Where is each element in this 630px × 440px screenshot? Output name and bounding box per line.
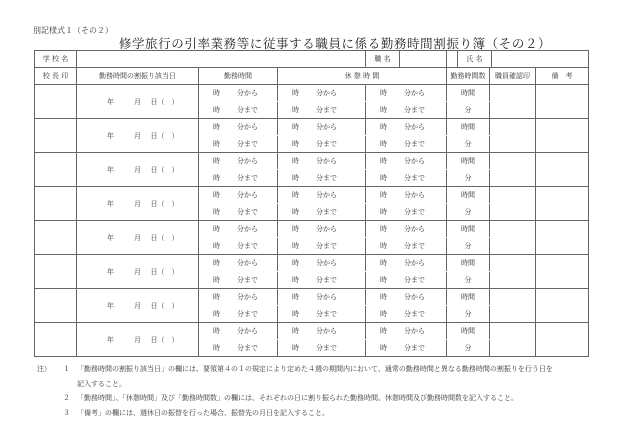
break1-start-field[interactable] <box>278 323 366 340</box>
hour-label: 時 <box>380 242 388 250</box>
minute-label: 分から <box>404 225 426 233</box>
minute-label: 分まで <box>404 344 426 352</box>
col-break-time: 休 憩 時 間 <box>278 68 447 85</box>
break1-start-field[interactable] <box>278 289 366 306</box>
schedule-row <box>35 323 589 340</box>
hour-label: 時 <box>380 344 388 352</box>
principal-seal-cell[interactable] <box>35 187 77 221</box>
date-cell[interactable] <box>77 187 199 221</box>
hour-label: 時 <box>213 89 220 97</box>
remarks-cell[interactable] <box>536 187 589 221</box>
minute-label: 分まで <box>237 174 258 182</box>
minute-label: 分まで <box>404 174 426 182</box>
notes-section <box>37 362 597 420</box>
minute-label: 分まで <box>237 344 258 352</box>
work-end-field[interactable] <box>199 102 278 119</box>
school-name-label: 学 校 名 <box>35 51 77 68</box>
hour-label: 時 <box>213 276 220 284</box>
work-start-field[interactable] <box>199 255 278 272</box>
hour-label: 時 <box>213 123 220 131</box>
principal-seal-cell[interactable] <box>35 255 77 289</box>
position-field[interactable] <box>400 51 446 67</box>
minute-label: 分から <box>316 293 337 301</box>
hour-label: 時 <box>213 310 220 318</box>
break1-start-field[interactable] <box>278 187 366 204</box>
work-end-field[interactable] <box>199 306 278 323</box>
minute-label: 分から <box>237 123 258 131</box>
minute-label: 分まで <box>404 106 426 114</box>
minute-label: 分まで <box>404 140 426 148</box>
hour-label: 時 <box>292 191 299 199</box>
hour-label: 時 <box>292 123 299 131</box>
minute-label: 分から <box>237 293 258 301</box>
work-end-field[interactable] <box>199 204 278 221</box>
hour-label: 時 <box>380 293 388 301</box>
hour-label: 時 <box>292 157 299 165</box>
day-label: 日（ ） <box>150 97 179 106</box>
work-hours-count-field[interactable]: 時間 <box>447 255 490 272</box>
hour-label: 時 <box>292 344 299 352</box>
minute-label: 分から <box>404 157 426 165</box>
break1-end-field[interactable] <box>278 238 366 255</box>
hour-label: 時 <box>213 191 220 199</box>
work-hours-count-field[interactable]: 時間 <box>447 187 490 204</box>
hour-label: 時 <box>213 242 220 250</box>
break1-start-field[interactable] <box>278 255 366 272</box>
header-row-identity <box>35 51 589 68</box>
hour-label: 時 <box>380 310 388 318</box>
col-remarks: 備 考 <box>536 68 589 85</box>
staff-confirm-seal-cell[interactable] <box>490 85 536 119</box>
schedule-row <box>35 221 589 238</box>
minute-label: 分まで <box>316 140 337 148</box>
minute-label: 分から <box>316 157 337 165</box>
work-minutes-count-field[interactable]: 分 <box>447 306 490 323</box>
day-label: 日（ ） <box>150 301 179 310</box>
remarks-cell[interactable] <box>536 119 589 153</box>
hour-label: 時 <box>213 208 220 216</box>
year-label: 年 <box>107 335 114 344</box>
note-1: 注） １ 「勤務時間の割振り該当日」の欄には、要領第４の１の規定により定めた４週の期間内において、通常の勤務時間と異なる勤務時間の割振りを行う日を <box>37 362 597 377</box>
date-cell[interactable] <box>77 153 199 187</box>
break2-end-field[interactable] <box>366 170 447 187</box>
year-label: 年 <box>107 199 114 208</box>
hour-label: 時 <box>292 242 299 250</box>
month-label: 月 <box>134 131 141 140</box>
hour-label: 時 <box>292 293 299 301</box>
hour-label: 時 <box>380 225 388 233</box>
break1-end-field[interactable] <box>278 204 366 221</box>
hour-label: 時 <box>380 140 388 148</box>
minute-label: 分まで <box>237 276 258 284</box>
hour-label: 時 <box>292 89 299 97</box>
minute-label: 分から <box>316 123 337 131</box>
remarks-cell[interactable] <box>536 153 589 187</box>
minute-label: 分から <box>316 327 337 335</box>
remarks-cell[interactable] <box>536 323 589 357</box>
hour-label: 時 <box>213 106 220 114</box>
staff-confirm-seal-cell[interactable] <box>490 153 536 187</box>
break2-end-field[interactable] <box>366 340 447 357</box>
break1-start-field[interactable] <box>278 153 366 170</box>
break2-end-field[interactable] <box>366 306 447 323</box>
break1-end-field[interactable] <box>278 272 366 289</box>
work-end-field[interactable] <box>199 136 278 153</box>
minute-label: 分まで <box>316 242 337 250</box>
minute-label: 分から <box>404 293 426 301</box>
schedule-row <box>35 255 589 272</box>
month-label: 月 <box>134 335 141 344</box>
minute-label: 分まで <box>404 242 426 250</box>
minute-label: 分まで <box>316 208 337 216</box>
schedule-row <box>35 119 589 136</box>
minute-label: 分から <box>237 225 258 233</box>
staff-confirm-seal-cell[interactable] <box>490 323 536 357</box>
work-hours-count-field[interactable]: 時間 <box>447 289 490 306</box>
hour-label: 時 <box>380 123 388 131</box>
principal-seal-cell[interactable] <box>35 85 77 119</box>
work-minutes-count-field[interactable]: 分 <box>447 102 490 119</box>
document-title: 修学旅行の引率業務等に従事する職員に係る勤務時間割振り簿（その２） <box>118 36 552 51</box>
break2-start-field[interactable] <box>366 153 447 170</box>
month-label: 月 <box>134 97 141 106</box>
principal-seal-cell[interactable] <box>35 323 77 357</box>
note-2: ２ 「勤務時間」、「休憩時間」及び「勤務時間数」の欄には、それぞれの日に割り振られた勤務時間、休憩時間及び勤務時間数を記入すること。 <box>63 394 518 402</box>
hour-label: 時 <box>380 191 388 199</box>
break2-end-field[interactable] <box>366 238 447 255</box>
remarks-cell[interactable] <box>536 255 589 289</box>
principal-seal-cell[interactable] <box>35 119 77 153</box>
day-label: 日（ ） <box>150 199 179 208</box>
hour-label: 時 <box>292 259 299 267</box>
year-label: 年 <box>107 97 114 106</box>
hour-label: 時 <box>292 106 299 114</box>
work-start-field[interactable] <box>199 85 278 102</box>
break2-end-field[interactable] <box>366 102 447 119</box>
work-minutes-count-field[interactable]: 分 <box>447 170 490 187</box>
col-assigned-date: 勤務時間の割振り該当日 <box>77 68 199 85</box>
staff-confirm-seal-cell[interactable] <box>490 187 536 221</box>
day-label: 日（ ） <box>150 233 179 242</box>
minute-label: 分から <box>404 123 426 131</box>
work-minutes-count-field[interactable]: 分 <box>447 272 490 289</box>
minute-label: 分まで <box>237 242 258 250</box>
hour-label: 時 <box>213 140 220 148</box>
hour-label: 時 <box>292 327 299 335</box>
break2-start-field[interactable] <box>366 221 447 238</box>
work-start-field[interactable] <box>199 289 278 306</box>
minute-label: 分から <box>237 191 258 199</box>
minute-label: 分まで <box>404 208 426 216</box>
date-cell[interactable] <box>77 323 199 357</box>
day-label: 日（ ） <box>150 165 179 174</box>
date-cell[interactable] <box>77 255 199 289</box>
header-row-columns <box>35 68 589 85</box>
work-hours-count-field[interactable]: 時間 <box>447 85 490 102</box>
hour-label: 時 <box>380 327 388 335</box>
work-hours-count-field[interactable]: 時間 <box>447 119 490 136</box>
work-minutes-count-field[interactable]: 分 <box>447 204 490 221</box>
minute-label: 分から <box>316 191 337 199</box>
minute-label: 分まで <box>237 106 258 114</box>
note-3: ３ 「備考」の欄には、週休日の振替を行った場合、振替先の月日を記入すること。 <box>63 408 329 417</box>
break2-end-field[interactable] <box>366 272 447 289</box>
schedule-row <box>35 289 589 306</box>
hour-label: 時 <box>213 225 220 233</box>
year-label: 年 <box>107 233 114 242</box>
year-label: 年 <box>107 165 114 174</box>
month-label: 月 <box>134 267 141 276</box>
minute-label: 分まで <box>316 344 337 352</box>
work-end-field[interactable] <box>199 340 278 357</box>
hour-label: 時 <box>213 327 220 335</box>
work-minutes-count-field[interactable]: 分 <box>447 340 490 357</box>
break1-end-field[interactable] <box>278 306 366 323</box>
break2-end-field[interactable] <box>366 204 447 221</box>
minute-label: 分まで <box>237 310 258 318</box>
staff-confirm-seal-cell[interactable] <box>490 255 536 289</box>
col-staff-confirm-seal: 職員確認印 <box>490 68 536 85</box>
note-prefix: 注） <box>37 365 51 373</box>
schedule-row <box>35 153 589 170</box>
year-label: 年 <box>107 131 114 140</box>
hour-label: 時 <box>292 140 299 148</box>
hour-label: 時 <box>380 174 388 182</box>
work-hours-count-field[interactable]: 時間 <box>447 153 490 170</box>
minute-label: 分まで <box>316 106 337 114</box>
minute-label: 分まで <box>404 276 426 284</box>
work-start-field[interactable] <box>199 119 278 136</box>
hour-label: 時 <box>380 276 388 284</box>
break1-end-field[interactable] <box>278 102 366 119</box>
remarks-cell[interactable] <box>536 221 589 255</box>
minute-label: 分から <box>404 191 426 199</box>
minute-label: 分から <box>237 259 258 267</box>
principal-seal-cell[interactable] <box>35 153 77 187</box>
month-label: 月 <box>134 165 141 174</box>
date-cell[interactable] <box>77 119 199 153</box>
minute-label: 分まで <box>237 208 258 216</box>
break2-start-field[interactable] <box>366 289 447 306</box>
day-label: 日（ ） <box>150 335 179 344</box>
schedule-row <box>35 187 589 204</box>
col-work-hour-count: 勤務時間数 <box>447 68 490 85</box>
minute-label: 分から <box>237 327 258 335</box>
minute-label: 分から <box>316 225 337 233</box>
work-end-field[interactable] <box>199 238 278 255</box>
month-label: 月 <box>134 233 141 242</box>
hour-label: 時 <box>292 225 299 233</box>
col-work-hours: 勤務時間 <box>199 68 278 85</box>
minute-label: 分まで <box>237 140 258 148</box>
work-hours-count-field[interactable]: 時間 <box>447 323 490 340</box>
break2-start-field[interactable] <box>366 187 447 204</box>
staff-confirm-seal-cell[interactable] <box>490 221 536 255</box>
hour-label: 時 <box>380 106 388 114</box>
minute-label: 分から <box>316 259 337 267</box>
hour-label: 時 <box>380 89 388 97</box>
break2-start-field[interactable] <box>366 85 447 102</box>
break2-start-field[interactable] <box>366 119 447 136</box>
minute-label: 分から <box>404 327 426 335</box>
work-start-field[interactable] <box>199 221 278 238</box>
hour-label: 時 <box>292 276 299 284</box>
minute-label: 分から <box>404 259 426 267</box>
minute-label: 分から <box>237 157 258 165</box>
break1-end-field[interactable] <box>278 170 366 187</box>
hour-label: 時 <box>292 310 299 318</box>
month-label: 月 <box>134 199 141 208</box>
minute-label: 分から <box>316 89 337 97</box>
month-label: 月 <box>134 301 141 310</box>
work-start-field[interactable] <box>199 323 278 340</box>
work-minutes-count-field[interactable]: 分 <box>447 238 490 255</box>
hour-label: 時 <box>213 293 220 301</box>
form-identifier: 別記様式１（その２） <box>33 26 113 35</box>
principal-seal-cell[interactable] <box>35 221 77 255</box>
hour-label: 時 <box>292 208 299 216</box>
work-schedule-table <box>34 50 589 357</box>
hour-label: 時 <box>213 259 220 267</box>
break1-start-field[interactable] <box>278 221 366 238</box>
hour-label: 時 <box>213 157 220 165</box>
break2-start-field[interactable] <box>366 323 447 340</box>
remarks-cell[interactable] <box>536 289 589 323</box>
staff-confirm-seal-cell[interactable] <box>490 289 536 323</box>
staff-confirm-seal-cell[interactable] <box>490 119 536 153</box>
year-label: 年 <box>107 301 114 310</box>
principal-seal-cell[interactable] <box>35 289 77 323</box>
hour-label: 時 <box>380 208 388 216</box>
break2-end-field[interactable] <box>366 136 447 153</box>
hour-label: 時 <box>213 174 220 182</box>
hour-label: 時 <box>380 157 388 165</box>
date-cell[interactable] <box>77 85 199 119</box>
minute-label: 分まで <box>316 310 337 318</box>
work-hours-count-field[interactable]: 時間 <box>447 221 490 238</box>
date-cell[interactable] <box>77 221 199 255</box>
work-end-field[interactable] <box>199 170 278 187</box>
minute-label: 分まで <box>404 310 426 318</box>
hour-label: 時 <box>213 344 220 352</box>
col-principal-seal: 校 長 印 <box>35 68 77 85</box>
schedule-row <box>35 85 589 102</box>
work-start-field[interactable] <box>199 187 278 204</box>
name-cell <box>447 51 589 68</box>
hour-label: 時 <box>292 174 299 182</box>
remarks-cell[interactable] <box>536 85 589 119</box>
name-field[interactable] <box>492 51 588 67</box>
day-label: 日（ ） <box>150 131 179 140</box>
day-label: 日（ ） <box>150 267 179 276</box>
date-cell[interactable] <box>77 289 199 323</box>
school-name-field[interactable] <box>77 51 366 68</box>
name-label: 氏 名 <box>457 51 492 67</box>
note-1-continued: 記入すること。 <box>77 379 126 388</box>
work-start-field[interactable] <box>199 153 278 170</box>
break1-end-field[interactable] <box>278 340 366 357</box>
position-label: 職 名 <box>366 51 400 67</box>
minute-label: 分まで <box>316 174 337 182</box>
position-cell <box>366 51 447 68</box>
break1-start-field[interactable] <box>278 119 366 136</box>
break1-start-field[interactable] <box>278 85 366 102</box>
minute-label: 分まで <box>316 276 337 284</box>
break2-start-field[interactable] <box>366 255 447 272</box>
minute-label: 分から <box>237 89 258 97</box>
hour-label: 時 <box>380 259 388 267</box>
minute-label: 分から <box>404 89 426 97</box>
work-end-field[interactable] <box>199 272 278 289</box>
work-minutes-count-field[interactable]: 分 <box>447 136 490 153</box>
break1-end-field[interactable] <box>278 136 366 153</box>
year-label: 年 <box>107 267 114 276</box>
